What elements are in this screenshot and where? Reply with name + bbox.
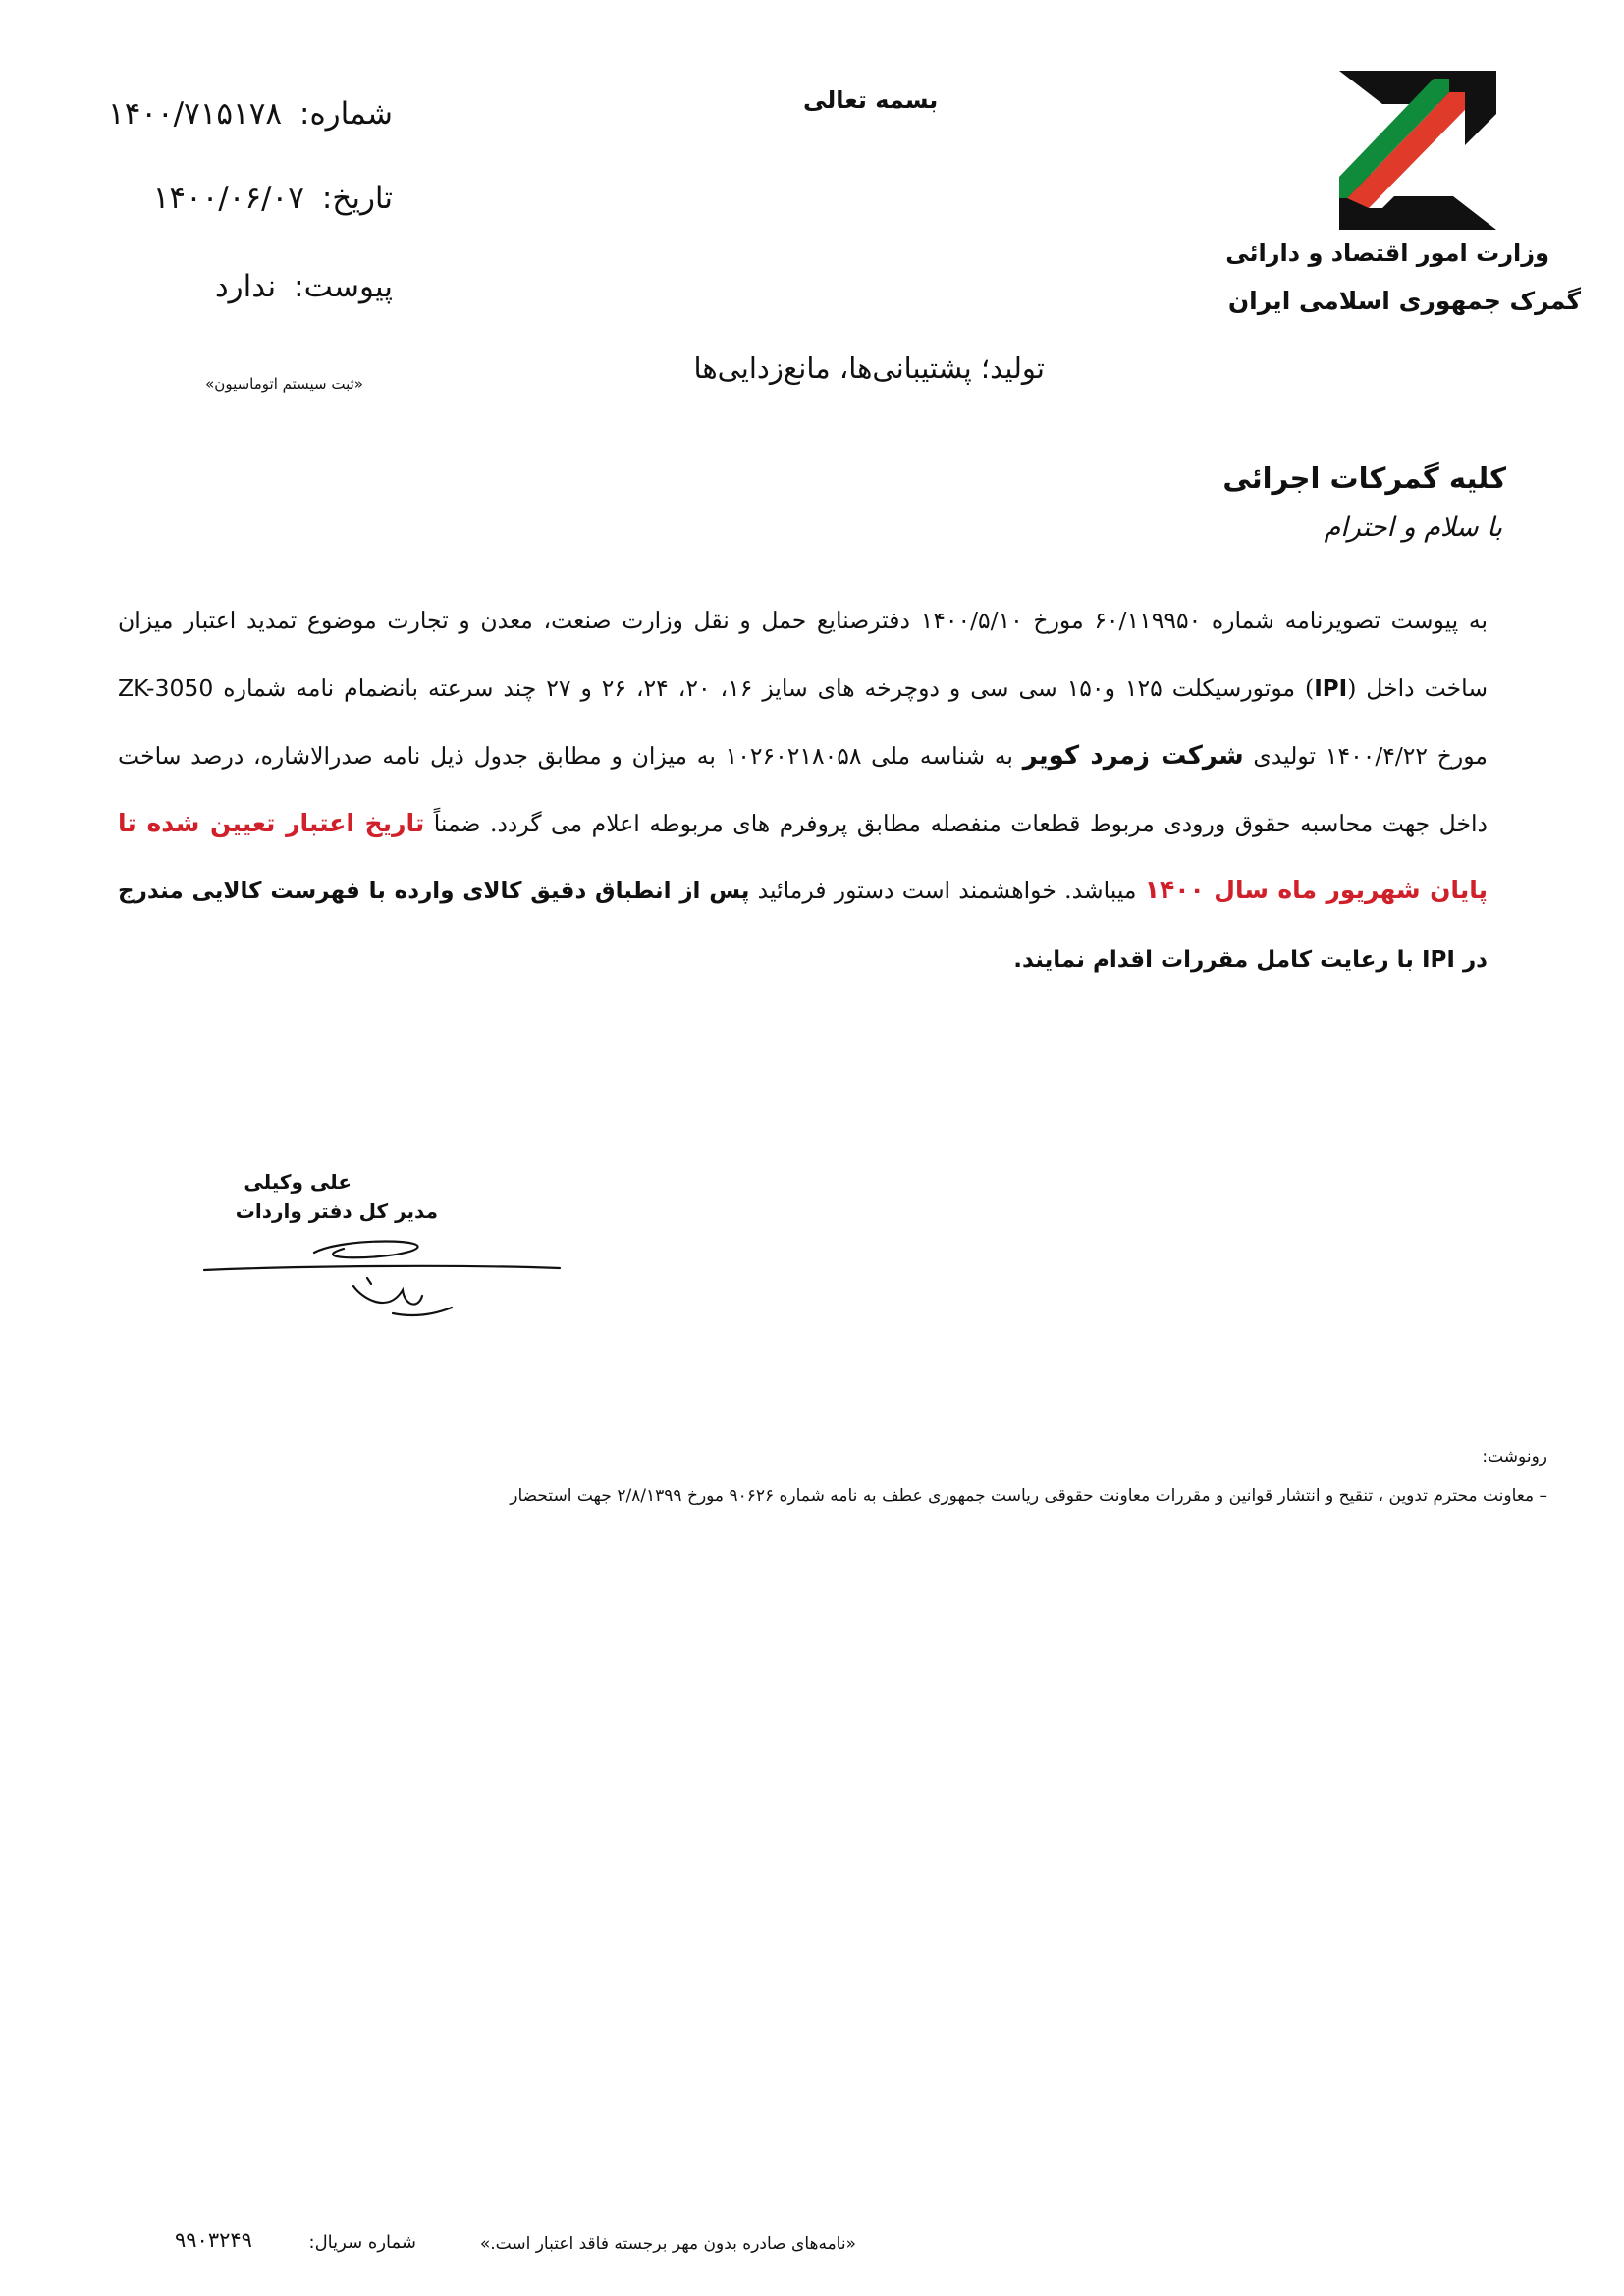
letter-date — [153, 181, 393, 216]
invocation-heading: بسمه تعالی — [803, 86, 939, 114]
body-text-2: ) موتورسیکلت ۱۲۵ و۱۵۰ سی سی و دوچرخه های سایز ۱۶، ۲۰، ۲۴، ۲۶ و ۲۷ چند سرعته بانضمام نامه شماره — [213, 673, 1315, 702]
letter-attachment-value: ندارد — [214, 269, 277, 304]
serial-label: شماره سریال: — [308, 2232, 416, 2253]
signatory-title: مدیر کل دفتر واردات — [235, 1200, 438, 1223]
greeting: با سلام و احترام — [1324, 512, 1502, 543]
iran-customs-logo — [1339, 71, 1496, 230]
cc-recipient: – معاونت محترم تدوین ، تنقیح و انتشار قوانین و مقررات معاونت حقوقی ریاست جمهوری عطف به نامه شماره ۹۰۶۲۶ مورخ ۲/۸/۱۳۹۹ جهت استحضار — [510, 1486, 1547, 1506]
letter-number-value: ۱۴۰۰/۷۱۵۱۷۸ — [108, 96, 282, 132]
subject-line: تولید؛ پشتیبانی‌ها، مانع‌زدایی‌ها — [693, 351, 1045, 385]
body-text-4: به شناسه ملی ۱۰۲۶۰۲۱۸۰۵۸ به میزان و مطابق جدول ذیل نامه صدرالاشاره، درصد ساخت داخل جهت محاسبه حقوق ورودی مربوط قطعات منفصله مطابق پروفرم های مربوطه اعلام می گردد. ضمناً — [118, 742, 1488, 837]
serial-number: ۹۹۰۳۲۴۹ — [175, 2228, 252, 2252]
body-paragraph — [118, 587, 1488, 993]
validity-highlight: تاریخ اعتبار تعیین شده تا پایان شهریور ماه سال ۱۴۰۰ — [118, 808, 1488, 904]
automation-note: «ثبت سیستم اتوماسیون» — [205, 375, 363, 393]
addressee: کلیه گمرکات اجرائی — [1222, 461, 1506, 495]
body-text-5: میباشد. خواهشمند است دستور فرمائید — [749, 877, 1145, 904]
letter-ref-code: ZK-3050 — [118, 673, 214, 702]
cc-label: رونوشت: — [1482, 1447, 1547, 1467]
letter-date-value: ۱۴۰۰/۰۶/۰۷ — [152, 181, 304, 216]
letter-attachment — [215, 269, 393, 304]
validity-note: «نامه‌های صادره بدون مهر برجسته فاقد اعتبار است.» — [479, 2234, 856, 2254]
signatory-name: علی وکیلی — [244, 1170, 352, 1194]
letter-number — [108, 96, 393, 132]
ipi-term-1: IPI — [1314, 675, 1348, 702]
letter-attachment-label: پیوست: — [294, 269, 393, 304]
ipi-term-2: IPI — [1421, 946, 1455, 973]
company-name: شرکت زمرد کویر — [1022, 741, 1244, 771]
org-line-2: گمرک جمهوری اسلامی ایران — [1227, 287, 1581, 315]
letter-date-label: تاریخ: — [321, 181, 393, 216]
body-text-3: مورخ ۱۴۰۰/۴/۲۲ تولیدی — [1243, 742, 1489, 770]
body-text-1: به پیوست تصویرنامه شماره ۶۰/۱۱۹۹۵۰ مورخ ۱۴۰۰/۵/۱۰ دفترصنایع حمل و نقل وزارت صنعت، معدن و تجارت موضوع تمدید اعتبار میزان ساخت داخل ( — [118, 607, 1489, 702]
org-line-1: وزارت امور اقتصاد و دارائی — [1225, 240, 1549, 267]
letter-number-label: شماره: — [299, 96, 393, 132]
closing-bold-b: با رعایت کامل مقررات اقدام نمایند. — [1013, 946, 1422, 973]
handwritten-signature — [196, 1227, 569, 1325]
closing-bold-a: پس از انطباق دقیق کالای وارده با فهرست کالایی مندرج در — [118, 879, 1488, 973]
